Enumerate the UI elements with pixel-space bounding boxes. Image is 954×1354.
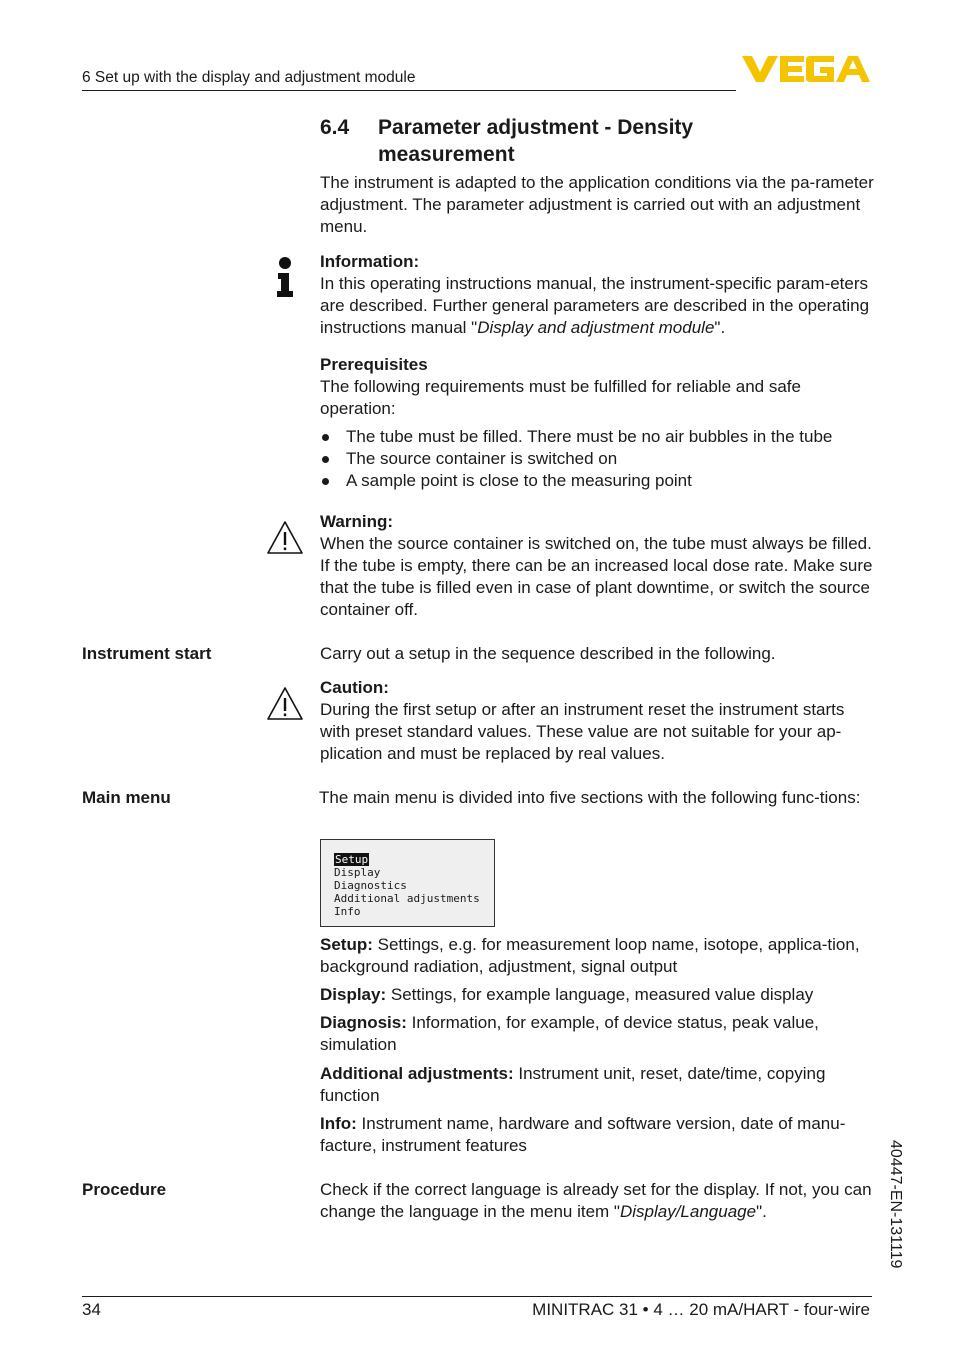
information-text-end: ". (714, 318, 726, 337)
list-item: The tube must be filled. There must be no air bubbles in the tube (320, 426, 876, 448)
vega-logo (742, 50, 872, 84)
list-item: A sample point is close to the measuring point (320, 470, 876, 492)
information-text (320, 273, 876, 339)
section-intro: The instrument is adapted to the application conditions via the pa-rameter adjustment. The parameter adjustment is carried out with an adjustment menu. (320, 173, 874, 236)
menu-item-display: Display (334, 866, 381, 879)
main-menu-label: Main menu (82, 788, 171, 807)
procedure-text (320, 1179, 876, 1223)
desc-info (320, 1113, 876, 1157)
document-code-text: 40447-EN-131119 (887, 1140, 904, 1269)
menu-item-info: Info (334, 905, 361, 918)
desc-setup (320, 934, 876, 978)
procedure-text-end: ". (756, 1202, 767, 1221)
menu-item-setup: Setup (335, 853, 369, 866)
information-text-part: In this operating instructions manual, the instrument-specific param-eters are described. Further general parameters are described in the operating instructions manual " (320, 274, 870, 337)
section-number: 6.4 (320, 116, 350, 139)
display-menu (334, 853, 480, 918)
header-rule (82, 90, 736, 91)
procedure-menu-item: Display/Language (619, 1202, 757, 1221)
caution-heading: Caution: (320, 678, 389, 697)
warning-text: When the source container is switched on, the tube must always be filled. If the tube is empty, there can be an increased local dose rate. Make sure that the tube is filled even in case of plant downtime, or switch the source container off. (320, 534, 873, 619)
desc-text: Information, for example, of device status, peak value, simulation (320, 1013, 819, 1054)
desc-display (320, 984, 876, 1006)
desc-term: Diagnosis: (320, 1013, 407, 1032)
desc-text: Instrument unit, reset, date/time, copying function (320, 1064, 826, 1105)
procedure-label: Procedure (82, 1180, 167, 1199)
instrument-start-text: Carry out a setup in the sequence described in the following. (320, 644, 776, 663)
desc-text: Settings, e.g. for measurement loop name, isotope, applica-tion, background radiation, adjustment, signal output (320, 935, 860, 976)
desc-term: Info: (320, 1114, 357, 1133)
desc-additional (320, 1063, 876, 1107)
running-header: 6 Set up with the display and adjustment module (82, 69, 416, 86)
warning-heading: Warning: (320, 512, 394, 531)
section-title-line1: Parameter adjustment - Density (378, 116, 694, 139)
page-number: 34 (82, 1300, 101, 1319)
footer-product: MINITRAC 31 • 4 … 20 mA/HART - four-wire (532, 1300, 870, 1319)
warning-icon (266, 520, 304, 556)
information-reference: Display and adjustment module (477, 318, 715, 337)
main-menu-text: The main menu is divided into five sections with the following func-tions: (319, 788, 861, 807)
section-title (320, 114, 693, 168)
desc-term: Display: (320, 985, 387, 1004)
prerequisites-list (320, 426, 876, 492)
desc-term: Setup: (320, 935, 373, 954)
document-code (884, 1140, 906, 1290)
list-item: The source container is switched on (320, 448, 876, 470)
instrument-start-label: Instrument start (82, 644, 212, 663)
desc-diagnosis (320, 1012, 876, 1056)
section-title-line2: measurement (378, 143, 515, 166)
caution-text: During the first setup or after an instrument reset the instrument starts with preset standard values. These value are not suitable for your ap-plication and must be replaced by real values. (320, 700, 845, 763)
procedure-text-part: Check if the correct language is already set for the display. If not, you can change the language in the menu item " (320, 1180, 872, 1221)
desc-term: Additional adjustments: (320, 1064, 514, 1083)
display-screen (320, 839, 495, 927)
desc-text: Settings, for example language, measured value display (386, 985, 814, 1004)
menu-item-diagnostics: Diagnostics (334, 879, 407, 892)
desc-text: Instrument name, hardware and software version, date of manu-facture, instrument features (320, 1114, 846, 1155)
caution-icon (266, 686, 304, 722)
menu-item-additional-adjustments: Additional adjustments (334, 892, 480, 905)
footer-rule (82, 1296, 872, 1297)
prerequisites-text: The following requirements must be fulfilled for reliable and safe operation: (320, 377, 801, 418)
information-heading: Information: (320, 252, 420, 271)
information-icon (274, 255, 296, 299)
prerequisites-heading: Prerequisites (320, 355, 428, 374)
